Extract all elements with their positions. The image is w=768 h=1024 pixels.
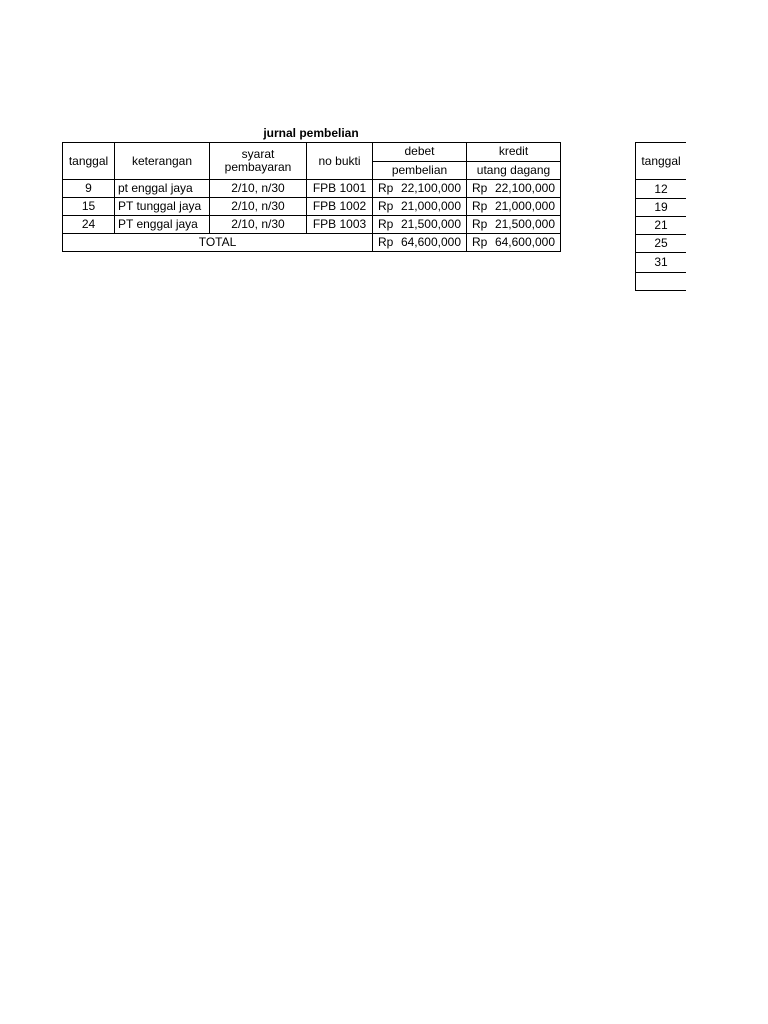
cell-tanggal[interactable] [636, 273, 687, 291]
header-tanggal: tanggal [63, 143, 115, 180]
header-debet: debet [373, 143, 467, 162]
table-row [636, 273, 687, 291]
table-row [636, 235, 687, 253]
header-kredit: kredit [467, 143, 561, 162]
kredit-amount: 21,500,000 [494, 217, 555, 231]
header-syarat-pembayaran [210, 143, 307, 180]
journal-title: jurnal pembelian [263, 126, 359, 140]
kredit-amount: 21,000,000 [494, 199, 555, 213]
secondary-table [635, 142, 686, 291]
header-keterangan: keterangan [115, 143, 210, 180]
header-tanggal: tanggal [636, 143, 687, 180]
header-syarat-line1: syarat [241, 147, 275, 161]
currency-label: Rp [472, 199, 488, 213]
cell-tanggal[interactable]: 19 [636, 199, 687, 217]
total-label[interactable]: TOTAL [63, 234, 373, 252]
currency-label: Rp [472, 235, 488, 249]
cell-tanggal[interactable]: 31 [636, 253, 687, 273]
cell-no-bukti[interactable]: FPB 1003 [307, 216, 373, 234]
header-utang-dagang: utang dagang [467, 161, 561, 180]
cell-keterangan[interactable]: PT enggal jaya [115, 216, 210, 234]
currency-label: Rp [378, 235, 394, 249]
currency-label: Rp [472, 217, 488, 231]
total-kredit-amount: 64,600,000 [494, 235, 555, 249]
header-pembelian: pembelian [373, 161, 467, 180]
cell-tanggal[interactable]: 9 [63, 180, 115, 198]
cell-syarat[interactable]: 2/10, n/30 [210, 198, 307, 216]
purchase-journal-table [62, 142, 561, 252]
header-no-bukti: no bukti [307, 143, 373, 180]
cell-tanggal[interactable]: 12 [636, 180, 687, 199]
cell-tanggal[interactable]: 15 [63, 198, 115, 216]
cell-syarat[interactable]: 2/10, n/30 [210, 180, 307, 198]
cell-debet[interactable] [373, 216, 467, 234]
table-row [63, 198, 561, 216]
header-syarat-line2: pembayaran [224, 160, 292, 174]
currency-label: Rp [378, 181, 394, 195]
total-debet-amount: 64,600,000 [400, 235, 461, 249]
cell-debet[interactable] [373, 180, 467, 198]
currency-label: Rp [472, 181, 488, 195]
debet-amount: 21,500,000 [400, 217, 461, 231]
total-row [63, 234, 561, 252]
cell-tanggal[interactable]: 21 [636, 217, 687, 235]
debet-amount: 21,000,000 [400, 199, 461, 213]
kredit-amount: 22,100,000 [494, 181, 555, 195]
cell-debet[interactable] [373, 198, 467, 216]
table-row [636, 199, 687, 217]
cell-tanggal[interactable]: 25 [636, 235, 687, 253]
cell-tanggal[interactable]: 24 [63, 216, 115, 234]
cell-no-bukti[interactable]: FPB 1001 [307, 180, 373, 198]
table-row [636, 253, 687, 273]
table-row [63, 216, 561, 234]
cell-keterangan[interactable]: pt enggal jaya [115, 180, 210, 198]
cell-kredit[interactable] [467, 216, 561, 234]
cell-no-bukti[interactable]: FPB 1002 [307, 198, 373, 216]
total-debet[interactable] [373, 234, 467, 252]
currency-label: Rp [378, 217, 394, 231]
right-table-viewport [635, 142, 686, 292]
cell-kredit[interactable] [467, 198, 561, 216]
currency-label: Rp [378, 199, 394, 213]
cell-keterangan[interactable]: PT tunggal jaya [115, 198, 210, 216]
total-kredit[interactable] [467, 234, 561, 252]
cell-syarat[interactable]: 2/10, n/30 [210, 216, 307, 234]
debet-amount: 22,100,000 [400, 181, 461, 195]
cell-kredit[interactable] [467, 180, 561, 198]
table-row [636, 217, 687, 235]
table-row [63, 180, 561, 198]
table-row [636, 180, 687, 199]
